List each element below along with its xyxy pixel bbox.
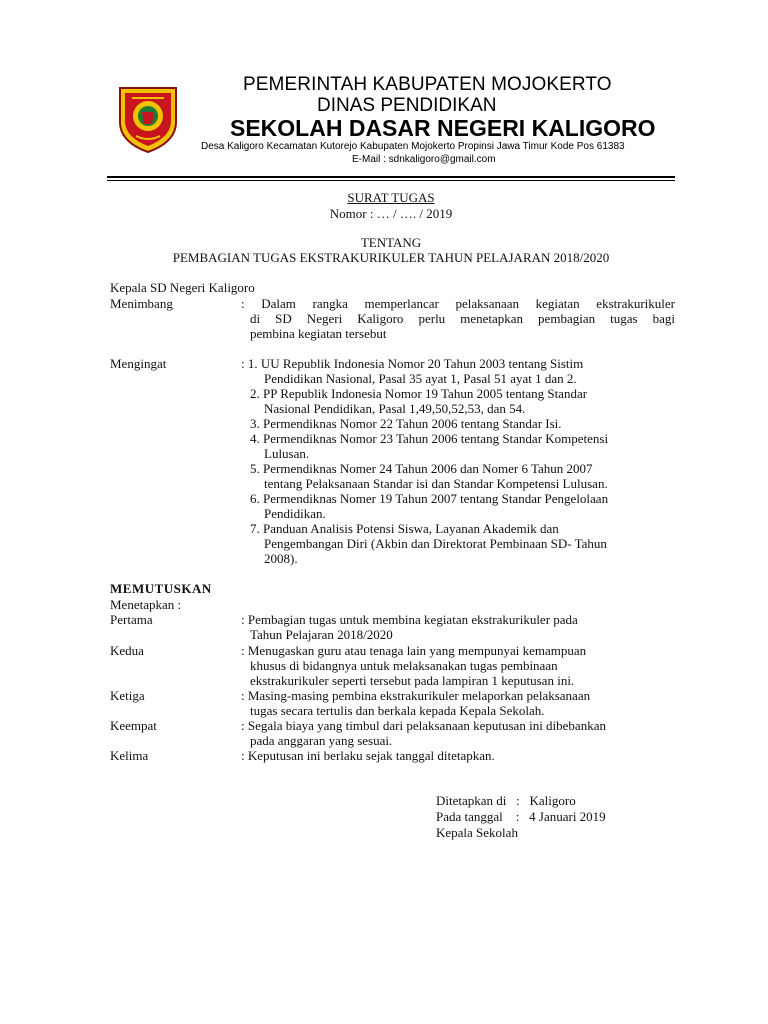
menimbang-line: pembina kegiatan tersebut: [250, 326, 387, 341]
document-title: SURAT TUGAS: [347, 190, 435, 205]
decision-text: : Menugaskan guru atau tenaga lain yang mempunyai kemampuan: [241, 643, 587, 658]
mengingat-item: Nasional Pendidikan, Pasal 1,49,50,52,53, dan 54.: [264, 401, 526, 416]
letterhead-email: E-Mail : sdnkaligoro@gmail.com: [352, 154, 496, 165]
mengingat-item: tentang Pelaksanaan Standar isi dan Standar Kompetensi Lulusan.: [264, 476, 608, 491]
decision-text: : Segala biaya yang timbul dari pelaksanaan keputusan ini dibebankan: [241, 718, 606, 733]
decision-label: Kelima: [110, 748, 149, 763]
letterhead-government: PEMERINTAH KABUPATEN MOJOKERTO: [243, 74, 612, 95]
letterhead-school-name: SEKOLAH DASAR NEGERI KALIGORO: [230, 115, 656, 141]
decision-heading: MEMUTUSKAN: [110, 581, 212, 596]
decision-label: Pertama: [110, 612, 153, 627]
mengingat-item: 6. Permendiknas Nomer 19 Tahun 2007 tentang Standar Pengelolaan: [250, 491, 609, 506]
decision-label: Keempat: [110, 718, 157, 733]
mengingat-item: Pendidikan Nasional, Pasal 35 ayat 1, Pasal 51 ayat 1 dan 2.: [264, 371, 577, 386]
mengingat-item: 3. Permendiknas Nomor 22 Tahun 2006 tentang Standar Isi.: [250, 416, 562, 431]
decision-text: khusus di bidangnya untuk melaksanakan tugas pembinaan: [250, 658, 558, 673]
decision-text: : Masing-masing pembina ekstrakurikuler melaporkan pelaksanaan: [241, 688, 591, 703]
letterhead-divider-thin: [107, 180, 675, 181]
document-number: Nomor : … / …. / 2019: [329, 206, 453, 221]
decision-text: : Pembagian tugas untuk membina kegiatan ekstrakurikuler pada: [241, 612, 578, 627]
mengingat-item: 2008).: [264, 551, 298, 566]
mengingat-item: : 1. UU Republik Indonesia Nomor 20 Tahun 2003 tentang Sistim: [241, 356, 584, 371]
decision-label: Ketiga: [110, 688, 145, 703]
decision-text: Tahun Pelajaran 2018/2020: [250, 627, 393, 642]
menimbang-label: Menimbang: [110, 296, 173, 311]
mengingat-label: Mengingat: [110, 356, 167, 371]
letterhead-address: Desa Kaligoro Kecamatan Kutorejo Kabupaten Mojokerto Propinsi Jawa Timur Kode Pos 61383: [201, 141, 625, 152]
menimbang-line: di SD Negeri Kaligoro perlu menetapkan pembagian tugas bagi: [250, 311, 675, 326]
letterhead-office: DINAS PENDIDIKAN: [317, 95, 497, 116]
decision-text: ekstrakurikuler seperti tersebut pada lampiran 1 keputusan ini.: [250, 673, 575, 688]
signature-date: Pada tanggal : 4 Januari 2019: [436, 809, 606, 824]
mengingat-item: 5. Permendiknas Nomer 24 Tahun 2006 dan Nomer 6 Tahun 2007: [250, 461, 593, 476]
menetapkan-label: Menetapkan :: [110, 597, 182, 612]
mengingat-item: 7. Panduan Analisis Potensi Siswa, Layanan Akademik dan: [250, 521, 559, 536]
signature-place: Ditetapkan di : Kaligoro: [436, 793, 576, 808]
issuer: Kepala SD Negeri Kaligoro: [110, 280, 255, 295]
decision-text: : Keputusan ini berlaku sejak tanggal ditetapkan.: [241, 748, 495, 763]
about-heading: TENTANG: [360, 235, 422, 250]
mengingat-item: Pendidikan.: [264, 506, 326, 521]
mengingat-item: 4. Permendiknas Nomor 23 Tahun 2006 tentang Standar Kompetensi: [250, 431, 609, 446]
mengingat-item: Pengembangan Diri (Akbin dan Direktorat Pembinaan SD- Tahun: [264, 536, 607, 551]
letterhead-divider: [107, 176, 675, 178]
decision-label: Kedua: [110, 643, 144, 658]
menimbang-line: : Dalam rangka memperlancar pelaksanaan kegiatan ekstrakurikuler: [241, 296, 675, 311]
decision-text: pada anggaran yang sesuai.: [250, 733, 393, 748]
regency-emblem-logo: [112, 82, 184, 154]
decision-text: tugas secara tertulis dan berkala kepada Kepala Sekolah.: [250, 703, 545, 718]
document-subject: PEMBAGIAN TUGAS EKSTRAKURIKULER TAHUN PELAJARAN 2018/2020: [172, 250, 610, 265]
mengingat-item: Lulusan.: [264, 446, 310, 461]
signature-position: Kepala Sekolah: [436, 825, 518, 840]
mengingat-item: 2. PP Republik Indonesia Nomor 19 Tahun 2005 tentang Standar: [250, 386, 588, 401]
